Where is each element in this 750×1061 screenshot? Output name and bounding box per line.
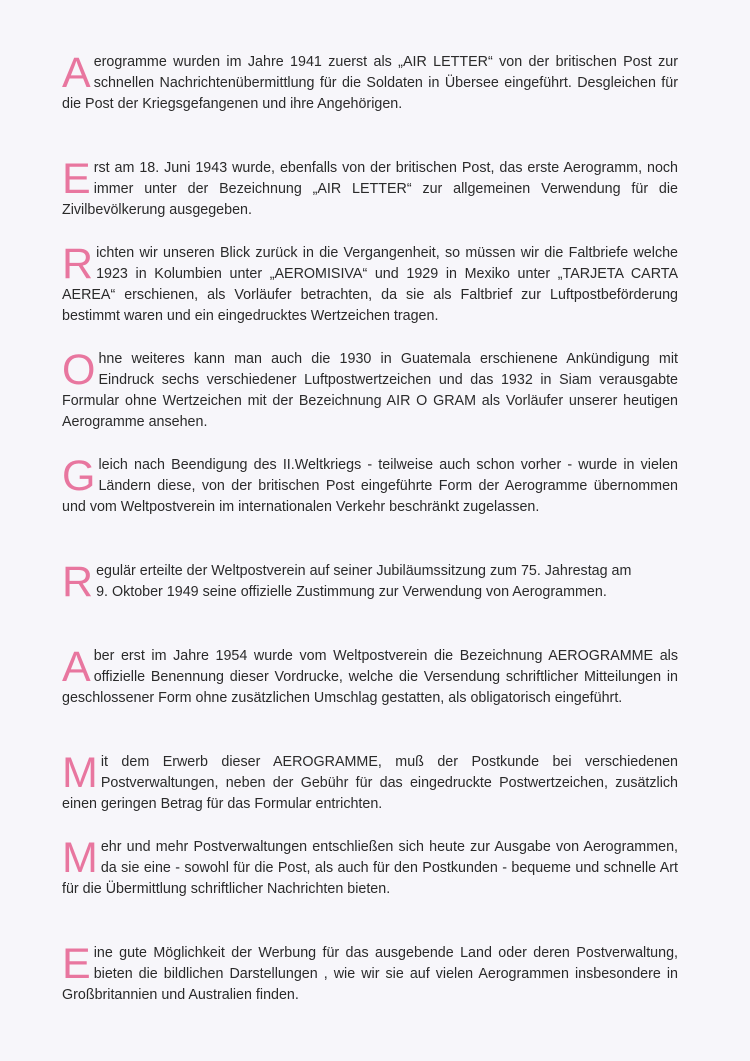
paragraph-text: erogramme wurden im Jahre 1941 zuerst als „AIR LETTER“ von der britischen Post zur schnellen Nachrichtenübermittlung für die Soldaten in Übersee eingeführt. Desgleichen für die Post der Kriegsgefangenen und ihre Angehörigen. (62, 54, 678, 112)
drop-cap: G (62, 452, 96, 500)
drop-cap: M (62, 749, 98, 797)
paragraph-9 (62, 834, 678, 921)
paragraph-3 (62, 240, 678, 327)
paragraph-text: egulär erteilte der Weltpostverein auf seiner Jubiläumssitzung zum 75. Jahrestag am (96, 563, 632, 579)
paragraph-2 (62, 155, 678, 221)
drop-cap: A (62, 49, 91, 97)
paragraph-6 (62, 558, 678, 624)
paragraph-text: ichten wir unseren Blick zurück in die Vergangenheit, so müssen wir die Faltbriefe welche 1923 in Kolumbien unter „AEROMISIVA“ und 1929 in Mexiko unter „TARJETA CARTA AEREA“ erschienen, als Vorläufer betrachten, da sie als Faltbrief zur Luftpostbeförderung bestimmt waren und ein eingedrucktes Wertzeichen tragen. (62, 245, 678, 324)
paragraph-5 (62, 452, 678, 539)
paragraph-text: ehr und mehr Postverwaltungen entschließen sich heute zur Ausgabe von Aerogrammen, da sie eine - sowohl für die Post, als auch für den Postkunden - bequeme und schnelle Art für die Übermittlung schriftlicher Nachrichten bieten. (62, 839, 678, 897)
paragraph-text-continued: 9. Oktober 1949 seine offizielle Zustimmung zur Verwendung von Aerogrammen. (96, 584, 607, 600)
paragraph-4 (62, 346, 678, 433)
paragraph-8 (62, 749, 678, 815)
drop-cap: O (62, 346, 96, 394)
drop-cap: R (62, 558, 94, 606)
paragraph-1 (62, 49, 678, 136)
drop-cap: M (62, 834, 98, 882)
paragraph-text: ine gute Möglichkeit der Werbung für das ausgebende Land oder deren Postverwaltung, bieten die bildlichen Darstellungen , wie wir sie auf vielen Aerogrammen insbesondere in Großbritannien und Australien finden. (62, 945, 678, 1003)
paragraph-text: leich nach Beendigung des II.Weltkriegs - teilweise auch schon vorher - wurde in vielen Ländern diese, von der britischen Post eingeführte Form der Aerogramme übernommen und vom Weltpostverein im internationalen Verkehr beschränkt zugelassen. (62, 457, 678, 515)
paragraph-7 (62, 643, 678, 730)
drop-cap: A (62, 643, 91, 691)
drop-cap: E (62, 155, 91, 203)
paragraph-text: hne weiteres kann man auch die 1930 in Guatemala erschienene Ankündigung mit Eindruck sechs verschiedener Luftpostwertzeichen und das 1932 in Siam verausgabte Formular ohne Wertzeichen mit der Bezeichnung AIR O GRAM als Vorläufer unserer heutigen Aerogramme ansehen. (62, 351, 678, 430)
paragraph-text: rst am 18. Juni 1943 wurde, ebenfalls von der britischen Post, das erste Aerogramm, noch immer unter der Bezeichnung „AIR LETTER“ zur allgemeinen Verwendung für die Zivilbevölkerung ausgegeben. (62, 160, 678, 218)
paragraph-text: it dem Erwerb dieser AEROGRAMME, muß der Postkunde bei verschiedenen Postverwaltungen, neben der Gebühr für das eingedruckte Postwertzeichen, zusätzlich einen geringen Betrag für das Formular entrichten. (62, 754, 678, 812)
paragraph-10 (62, 940, 678, 1006)
paragraph-text: ber erst im Jahre 1954 wurde vom Weltpostverein die Bezeichnung AEROGRAMME als offizielle Benennung dieser Vordrucke, welche die Versendung schriftlicher Mitteilungen in geschlossener Form ohne zusätzlichen Umschlag gestatten, als obligatorisch eingeführt. (62, 648, 678, 706)
drop-cap: R (62, 240, 94, 288)
drop-cap: E (62, 940, 91, 988)
